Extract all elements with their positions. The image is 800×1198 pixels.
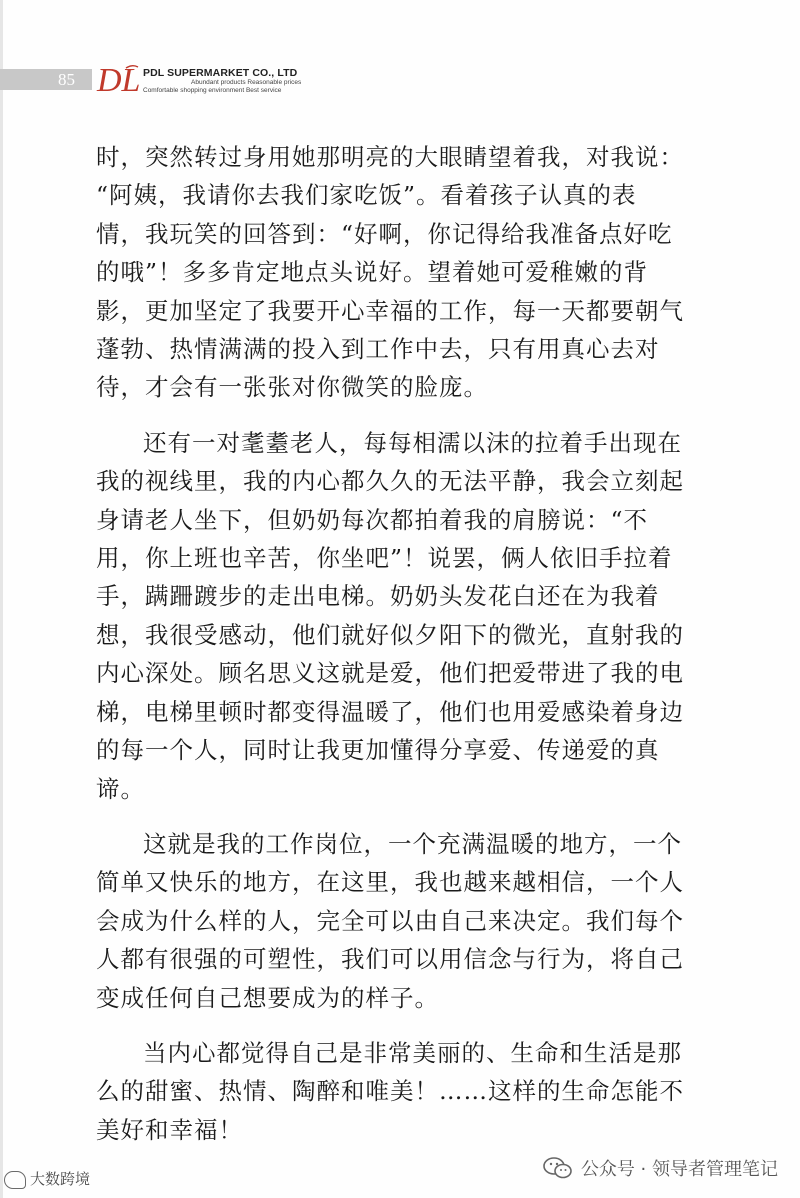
logo-text: DL xyxy=(97,62,140,98)
page-edge xyxy=(0,0,3,1198)
text-line: 美好和幸福！ xyxy=(96,1115,243,1144)
text-line: 待，才会有一张张对你微笑的脸庞。 xyxy=(96,373,488,402)
text-line: 时，突然转过身用她那明亮的大眼睛望着我，对我说： xyxy=(96,143,684,171)
text-line: 当内心都觉得自己是非常美丽的、生命和生活是那 xyxy=(143,1038,682,1067)
paragraph-3 xyxy=(96,825,706,1017)
bubble-icon xyxy=(4,1171,26,1189)
text-line: 情，我玩笑的回答到：“好啊，你记得给我准备点好吃 xyxy=(96,219,673,248)
page-number: 85 xyxy=(58,70,75,89)
footer-left-text: 大数跨境 xyxy=(30,1170,91,1188)
text-line: 简单又快乐的地方，在这里，我也越来越相信，一个人 xyxy=(96,868,684,897)
text-line: 的哦”！多多肯定地点头说好。望着她可爱稚嫩的背 xyxy=(96,258,649,287)
company-block xyxy=(143,68,301,94)
text-line: 我的视线里，我的内心都久久的无法平静，我会立刻起 xyxy=(96,467,684,496)
text-line: 影，更加坚定了我要开心幸福的工作，每一天都要朝气 xyxy=(96,296,684,325)
text-line: 谛。 xyxy=(96,774,145,803)
text-line: 身请老人坐下，但奶奶每次都拍着我的肩膀说：“不 xyxy=(96,505,649,534)
tagline-1: Abundant products Reasonable prices xyxy=(191,79,302,86)
text-line: 么的甜蜜、热情、陶醉和唯美！……这样的生命怎能不 xyxy=(96,1077,684,1106)
text-line: 人都有很强的可塑性，我们可以用信念与行为，将自己 xyxy=(96,945,684,974)
text-line: 会成为什么样的人，完全可以由自己来决定。我们每个 xyxy=(96,906,684,935)
text-line: 还有一对耄耋老人，每每相濡以沫的拉着手出现在 xyxy=(143,428,682,457)
footer-left-mark xyxy=(4,1168,90,1189)
company-name: PDL SUPERMARKET CO., LTD xyxy=(143,67,298,79)
text-line: 蓬勃、热情满满的投入到工作中去，只有用真心去对 xyxy=(96,335,660,364)
paragraph-1 xyxy=(96,138,706,407)
tagline-2: Comfortable shopping environment Best service xyxy=(143,86,282,94)
text-line: 用，你上班也辛苦，你坐吧”！说罢，俩人依旧手拉着 xyxy=(96,544,673,573)
watermark-text: 公众号 · 领导者管理笔记 xyxy=(580,1159,778,1180)
text-line: 的每一个人，同时让我更加懂得分享爱、传递爱的真 xyxy=(96,736,660,765)
text-line: 梯，电梯里顿时都变得温暖了，他们也用爱感染着身边 xyxy=(96,697,684,726)
company-logo xyxy=(96,60,140,98)
text-line: 内心深处。顾名思义这就是爱，他们把爱带进了我的电 xyxy=(96,659,684,688)
wechat-watermark xyxy=(543,1155,778,1181)
text-line: 想，我很受感动，他们就好似夕阳下的微光，直射我的 xyxy=(96,620,684,649)
wechat-icon xyxy=(543,1157,573,1179)
text-line: “阿姨，我请你去我们家吃饭”。看着孩子认真的表 xyxy=(96,181,637,210)
article-body xyxy=(96,138,706,1166)
text-line: 这就是我的工作岗位，一个充满温暖的地方，一个 xyxy=(143,829,682,858)
paragraph-4 xyxy=(96,1034,706,1149)
paragraph-2 xyxy=(96,424,706,808)
text-line: 手，蹒跚踱步的走出电梯。奶奶头发花白还在为我着 xyxy=(96,582,660,611)
text-line: 变成任何自己想要成为的样子。 xyxy=(96,983,439,1012)
header-bar xyxy=(0,69,92,90)
